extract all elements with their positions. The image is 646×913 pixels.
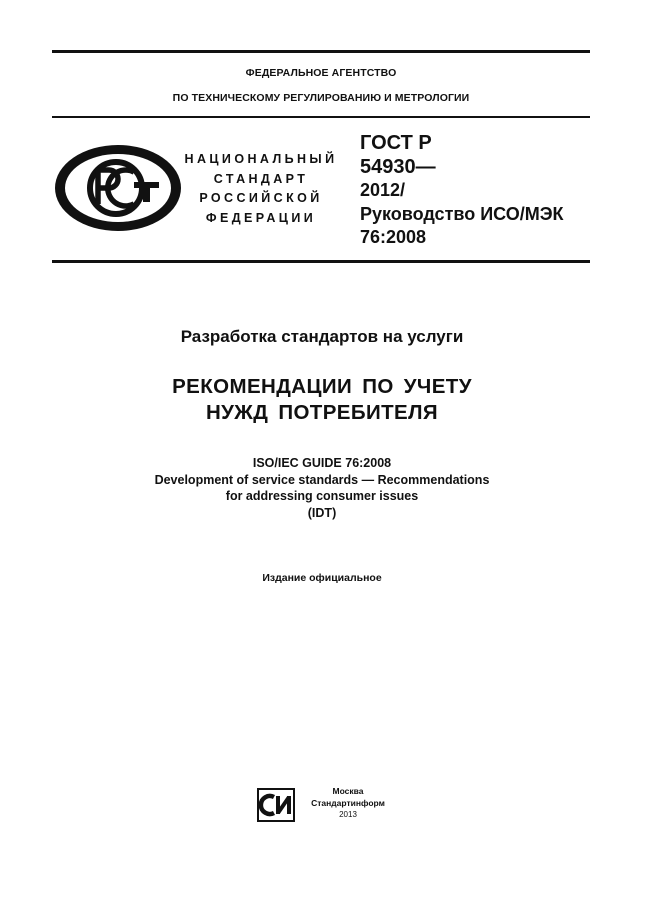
header-bottom-rule [52,260,590,263]
standartinform-logo [257,788,295,822]
iso-line: Development of service standards — Recommendations [154,472,490,487]
publisher-city: Москва [332,786,364,796]
designation-line: 2012/ [360,180,406,200]
designation-line: Руководство ИСО/МЭК [360,203,564,224]
international-equivalent [52,455,592,521]
publisher-block [300,786,396,821]
document-title [52,374,592,426]
header-rule [52,116,590,118]
document-subtitle: Разработка стандартов на услуги [180,327,464,346]
agency-line-1: ФЕДЕРАЛЬНОЕ АГЕНТСТВО [245,67,397,79]
document-title-line: НУЖД ПОТРЕБИТЕЛЯ [205,401,439,424]
agency-line-2: ПО ТЕХНИЧЕСКОМУ РЕГУЛИРОВАНИЮ И МЕТРОЛОГИИ [172,92,470,104]
designation-line: 54930— [360,155,436,178]
publisher-name: Стандартинформ [311,797,385,808]
iso-line: for addressing consumer issues [225,489,419,503]
iso-line: (IDT) [307,505,337,520]
national-standard-line: НАЦИОНАЛЬНЫЙ [184,152,338,166]
iso-line: ISO/IEC GUIDE 76:2008 [252,456,392,470]
national-standard-line: ФЕДЕРАЦИИ [205,210,317,225]
top-rule [52,50,590,53]
designation-line: ГОСТ Р [360,132,432,154]
standard-designation [360,132,590,250]
document-title-line: РЕКОМЕНДАЦИИ ПО УЧЕТУ [172,375,472,398]
designation-line: 76:2008 [360,227,427,247]
gost-r-logo [52,142,184,234]
national-standard-line: РОССИЙСКОЙ [199,191,323,205]
national-standard-line: СТАНДАРТ [213,171,309,186]
publication-year: 2013 [339,810,357,819]
edition-label: Издание официальное [262,572,382,584]
national-standard-label [172,150,350,228]
